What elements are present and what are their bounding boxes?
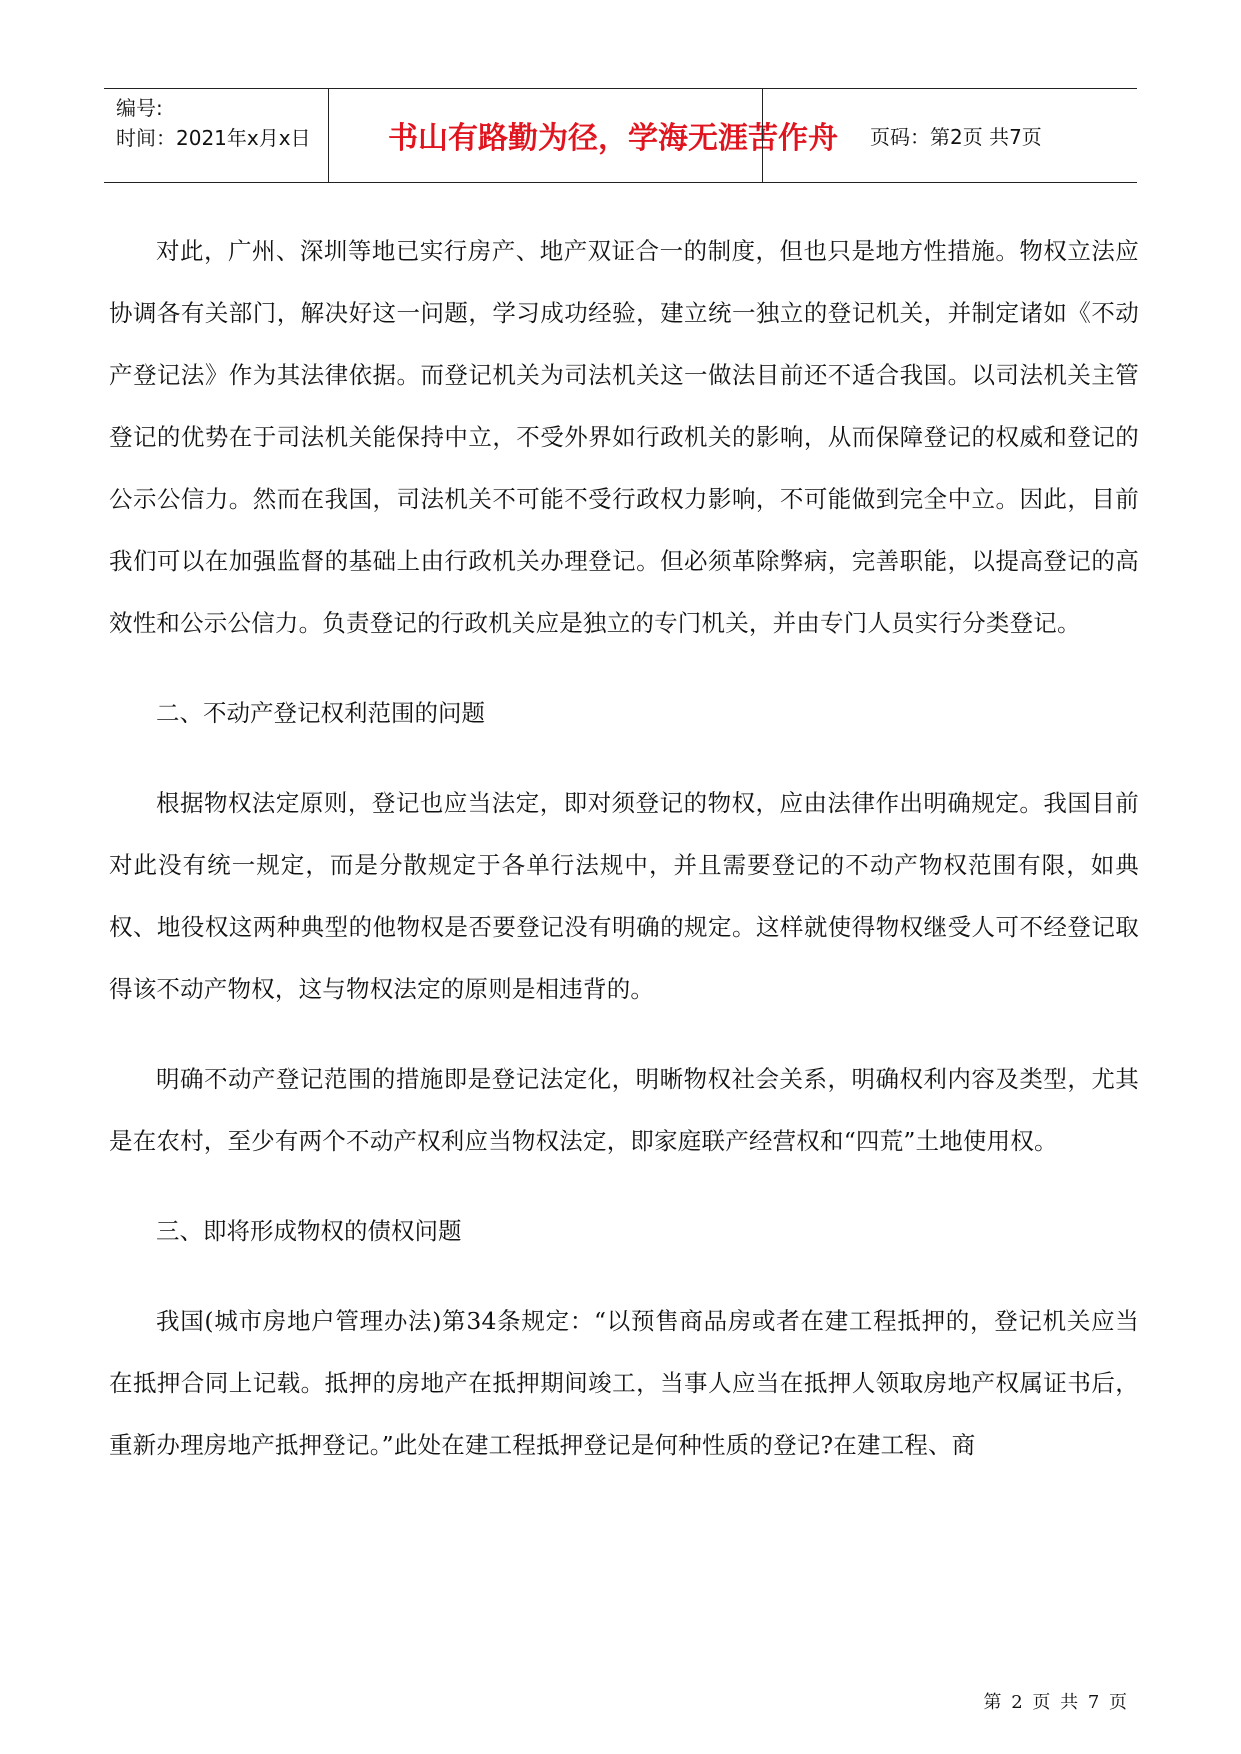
page-header [104,88,1137,183]
header-info [116,93,311,153]
document-body [109,220,1139,1504]
header-divider-right [762,89,763,182]
header-page-number: 页码：第2页 共7页 [870,124,1042,149]
body-paragraph: 明确不动产登记范围的措施即是登记法定化，明晰物权社会关系，明确权利内容及类型，尤其是在农村，至少有两个不动产权利应当物权法定，即家庭联产经营权和“四荒”土地使用权。 [109,1065,1139,1155]
body-paragraph: 我国(城市房地户管理办法)第34条规定：“以预售商品房或者在建工程抵押的，登记机关应当在抵押合同上记载。抵押的房地产在抵押期间竣工，当事人应当在抵押人领取房地产权属证书后，重新办理房地产抵押登记。”此处在建工程抵押登记是何种性质的登记?在建工程、商 [109,1307,1139,1459]
section-heading: 三、即将形成物权的债权问题 [156,1217,462,1245]
document-number-label: 编号: [116,96,163,120]
page-footer: 第 2 页 共 7 页 [983,1692,1129,1713]
header-divider-left [328,89,329,182]
header-motto: 书山有路勤为径，学海无涯苦作舟 [388,121,838,156]
document-time-label: 时间：2021年x月x日 [116,126,311,150]
body-paragraph: 对此，广州、深圳等地已实行房产、地产双证合一的制度，但也只是地方性措施。物权立法应协调各有关部门，解决好这一问题，学习成功经验，建立统一独立的登记机关，并制定诸如《不动产登记法》作为其法律依据。而登记机关为司法机关这一做法目前还不适合我国。以司法机关主管登记的优势在于司法机关能保持中立，不受外界如行政机关的影响，从而保障登记的权威和登记的公示公信力。然而在我国，司法机关不可能不受行政权力影响，不可能做到完全中立。因此，目前我们可以在加强监督的基础上由行政机关办理登记。但必须革除弊病，完善职能，以提高登记的高效性和公示公信力。负责登记的行政机关应是独立的专门机关，并由专门人员实行分类登记。 [109,237,1139,637]
body-paragraph: 根据物权法定原则，登记也应当法定，即对须登记的物权，应由法律作出明确规定。我国目前对此没有统一规定，而是分散规定于各单行法规中，并且需要登记的不动产物权范围有限，如典权、地役权这两种典型的他物权是否要登记没有明确的规定。这样就使得物权继受人可不经登记取得该不动产物权，这与物权法定的原则是相违背的。 [109,789,1139,1003]
section-heading: 二、不动产登记权利范围的问题 [156,699,485,727]
